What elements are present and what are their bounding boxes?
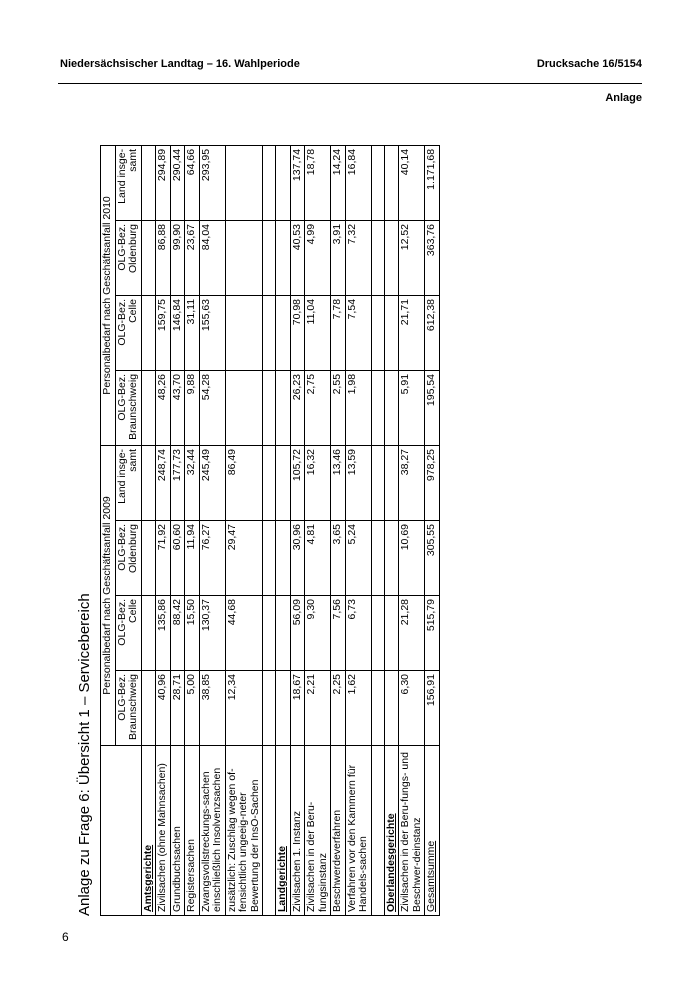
staff-requirement-table [100, 145, 440, 916]
group-label [141, 746, 156, 916]
value-cell: 60,60 [170, 521, 185, 596]
spacer-cell [371, 521, 384, 596]
empty-cell [141, 671, 156, 746]
value-cell: 13,59 [345, 445, 371, 520]
spacer-cell [371, 220, 384, 295]
value-cell: 23,67 [185, 220, 200, 295]
value-cell: 7,56 [331, 596, 346, 671]
group-row [384, 145, 399, 915]
value-cell: 195,54 [425, 370, 440, 445]
value-cell: 9,30 [305, 596, 331, 671]
value-cell: 12,52 [399, 220, 425, 295]
value-cell: 32,44 [185, 445, 200, 520]
value-cell: 6,73 [345, 596, 371, 671]
value-cell: 88,42 [170, 596, 185, 671]
value-cell: 137,74 [290, 145, 305, 220]
empty-cell [276, 521, 291, 596]
total-row [425, 145, 440, 915]
empty-cell [276, 671, 291, 746]
value-cell: 1,98 [345, 370, 371, 445]
value-cell: 245,49 [199, 445, 225, 520]
spacer-cell [263, 370, 276, 445]
value-cell: 18,78 [305, 145, 331, 220]
spacer-cell [263, 746, 276, 916]
row-label [156, 746, 171, 916]
group-header-2010: Personalbedarf nach Geschäftsanfall 2010 [101, 145, 116, 445]
group-label [384, 746, 399, 916]
empty-cell [276, 295, 291, 370]
table-row [170, 145, 185, 915]
table-row [345, 145, 371, 915]
empty-cell [384, 370, 399, 445]
row-label [399, 746, 425, 916]
empty-cell [384, 145, 399, 220]
table-row [185, 145, 200, 915]
rotated-table-block [70, 142, 560, 922]
value-cell: 2,21 [305, 671, 331, 746]
value-cell: 86,49 [225, 445, 263, 520]
value-cell: 294,89 [156, 145, 171, 220]
value-cell: 130,37 [199, 596, 225, 671]
empty-cell [141, 220, 156, 295]
empty-cell [141, 596, 156, 671]
value-cell: 3,65 [331, 521, 346, 596]
row-label-text: Registersachen [185, 839, 197, 912]
value-cell: 1,62 [345, 671, 371, 746]
value-cell: 38,27 [399, 445, 425, 520]
table-row [156, 145, 171, 915]
table-caption: Anlage zu Frage 6: Übersicht 1 – Servicebereich [76, 593, 93, 916]
col-header: OLG-Bez. Braunschweig [115, 370, 141, 445]
table-row [290, 145, 305, 915]
row-label-text: Zwangsvollstreckungs-sachen einschließlich Insolvenzsachen [199, 767, 223, 912]
empty-cell [276, 596, 291, 671]
value-cell: 16,84 [345, 145, 371, 220]
row-label [225, 746, 263, 916]
value-cell: 21,28 [399, 596, 425, 671]
value-cell: 156,91 [425, 671, 440, 746]
value-cell: 4,81 [305, 521, 331, 596]
empty-cell [276, 445, 291, 520]
row-label-text: Beschwerdeverfahren [331, 809, 343, 912]
spacer-cell [371, 370, 384, 445]
spacer-cell [263, 521, 276, 596]
value-cell: 64,66 [185, 145, 200, 220]
empty-cell [276, 145, 291, 220]
row-label-text: Zivilsachen 1. Instanz [290, 811, 303, 912]
value-cell: 7,32 [345, 220, 371, 295]
value-cell: 10,69 [399, 521, 425, 596]
value-cell: 159,75 [156, 295, 171, 370]
empty-cell [141, 370, 156, 445]
col-header: OLG-Bez. Oldenburg [115, 220, 141, 295]
group-header-2009: Personalbedarf nach Geschäftsanfall 2009 [101, 445, 116, 745]
value-cell [225, 145, 263, 220]
spacer-cell [263, 295, 276, 370]
value-cell: 71,92 [156, 521, 171, 596]
row-label-text: Zivilsachen (ohne Mahnsachen) [156, 763, 168, 912]
col-header: OLG-Bez. Celle [115, 596, 141, 671]
page-number: 6 [62, 930, 69, 944]
value-cell [225, 370, 263, 445]
value-cell: 28,71 [170, 671, 185, 746]
row-label-text: Verfahren vor den Kammern für Handels-sachen [345, 764, 369, 912]
value-cell: 1.171,68 [425, 145, 440, 220]
value-cell: 54,28 [199, 370, 225, 445]
value-cell: 16,32 [305, 445, 331, 520]
value-cell: 11,04 [305, 295, 331, 370]
spacer-cell [371, 671, 384, 746]
group-label-text: Landgerichte [276, 846, 288, 912]
spacer-cell [263, 445, 276, 520]
value-cell: 40,53 [290, 220, 305, 295]
empty-cell [384, 596, 399, 671]
spacer-cell [263, 220, 276, 295]
value-cell: 15,50 [185, 596, 200, 671]
empty-cell [276, 220, 291, 295]
value-cell [225, 295, 263, 370]
spacer-cell [371, 295, 384, 370]
table-body [141, 145, 439, 915]
spacer-cell [263, 671, 276, 746]
value-cell: 12,34 [225, 671, 263, 746]
value-cell: 2,75 [305, 370, 331, 445]
table-row [399, 145, 425, 915]
value-cell: 146,84 [170, 295, 185, 370]
value-cell: 290,44 [170, 145, 185, 220]
empty-cell [141, 445, 156, 520]
empty-cell [384, 671, 399, 746]
header-left: Niedersächsischer Landtag – 16. Wahlperiode [60, 58, 300, 70]
value-cell: 5,00 [185, 671, 200, 746]
row-label [170, 746, 185, 916]
empty-cell [141, 145, 156, 220]
col-header: Land insge-samt [115, 145, 141, 220]
value-cell: 363,76 [425, 220, 440, 295]
value-cell: 26,23 [290, 370, 305, 445]
value-cell: 105,72 [290, 445, 305, 520]
value-cell: 76,27 [199, 521, 225, 596]
value-cell: 70,98 [290, 295, 305, 370]
row-label-text: Zivilsachen in der Beru-fungsinstanz [305, 801, 329, 912]
col-header: Land insge-samt [115, 445, 141, 520]
spacer-row [371, 145, 384, 915]
spacer-cell [371, 596, 384, 671]
value-cell: 2,55 [331, 370, 346, 445]
group-row [141, 145, 156, 915]
row-label [425, 746, 440, 916]
row-label-text: zusätzlich: Zuschlag wegen of-fensichtlich ungeeig-neter Bewertung der InsO-Sachen [225, 768, 261, 912]
value-cell: 11,94 [185, 521, 200, 596]
spacer-cell [263, 596, 276, 671]
row-label [185, 746, 200, 916]
row-label-text: Zivilsachen in der Beru-fungs- und Beschwer-deinstanz [399, 752, 423, 912]
header-right: Drucksache 16/5154 [536, 58, 642, 70]
value-cell: 40,96 [156, 671, 171, 746]
empty-cell [384, 521, 399, 596]
value-cell: 515,79 [425, 596, 440, 671]
spacer-row [263, 145, 276, 915]
group-row [276, 145, 291, 915]
value-cell: 7,54 [345, 295, 371, 370]
spacer-cell [371, 145, 384, 220]
row-label [290, 746, 305, 916]
empty-cell [384, 220, 399, 295]
value-cell: 293,95 [199, 145, 225, 220]
value-cell: 4,99 [305, 220, 331, 295]
value-cell: 155,63 [199, 295, 225, 370]
value-cell: 38,85 [199, 671, 225, 746]
value-cell [225, 220, 263, 295]
value-cell: 2,25 [331, 671, 346, 746]
empty-cell [141, 295, 156, 370]
empty-cell [276, 370, 291, 445]
group-label-text: Amtsgerichte [141, 844, 154, 912]
empty-cell [141, 521, 156, 596]
value-cell: 29,47 [225, 521, 263, 596]
row-label [331, 746, 346, 916]
value-cell: 44,68 [225, 596, 263, 671]
col-header: OLG-Bez. Braunschweig [115, 671, 141, 746]
value-cell: 14,24 [331, 145, 346, 220]
value-cell: 7,78 [331, 295, 346, 370]
group-label-text: Oberlandesgerichte [384, 813, 397, 912]
spacer-cell [263, 145, 276, 220]
col-header: OLG-Bez. Celle [115, 295, 141, 370]
value-cell: 177,73 [170, 445, 185, 520]
corner-cell [101, 746, 142, 916]
row-label-text: Gesamtsumme [425, 840, 437, 912]
table-row [305, 145, 331, 915]
value-cell: 84,04 [199, 220, 225, 295]
anlage-label: Anlage [605, 92, 642, 104]
value-cell: 135,86 [156, 596, 171, 671]
value-cell: 5,24 [345, 521, 371, 596]
value-cell: 48,26 [156, 370, 171, 445]
row-label [305, 746, 331, 916]
value-cell: 3,91 [331, 220, 346, 295]
value-cell: 30,96 [290, 521, 305, 596]
row-label [345, 746, 371, 916]
value-cell: 18,67 [290, 671, 305, 746]
spacer-cell [371, 746, 384, 916]
value-cell: 305,55 [425, 521, 440, 596]
value-cell: 40,14 [399, 145, 425, 220]
value-cell: 6,30 [399, 671, 425, 746]
value-cell: 978,25 [425, 445, 440, 520]
value-cell: 5,91 [399, 370, 425, 445]
empty-cell [384, 295, 399, 370]
value-cell: 31,11 [185, 295, 200, 370]
value-cell: 9,88 [185, 370, 200, 445]
table-row [199, 145, 225, 915]
value-cell: 86,88 [156, 220, 171, 295]
row-label-text: Grundbuchsachen [170, 826, 183, 912]
value-cell: 99,90 [170, 220, 185, 295]
table-row [225, 145, 263, 915]
value-cell: 56,09 [290, 596, 305, 671]
col-header: OLG-Bez. Oldenburg [115, 521, 141, 596]
value-cell: 43,70 [170, 370, 185, 445]
value-cell: 612,38 [425, 295, 440, 370]
value-cell: 248,74 [156, 445, 171, 520]
header-rule [58, 83, 642, 84]
row-label [199, 746, 225, 916]
spacer-cell [371, 445, 384, 520]
empty-cell [384, 445, 399, 520]
table-row [331, 145, 346, 915]
value-cell: 13,46 [331, 445, 346, 520]
value-cell: 21,71 [399, 295, 425, 370]
group-label [276, 746, 291, 916]
